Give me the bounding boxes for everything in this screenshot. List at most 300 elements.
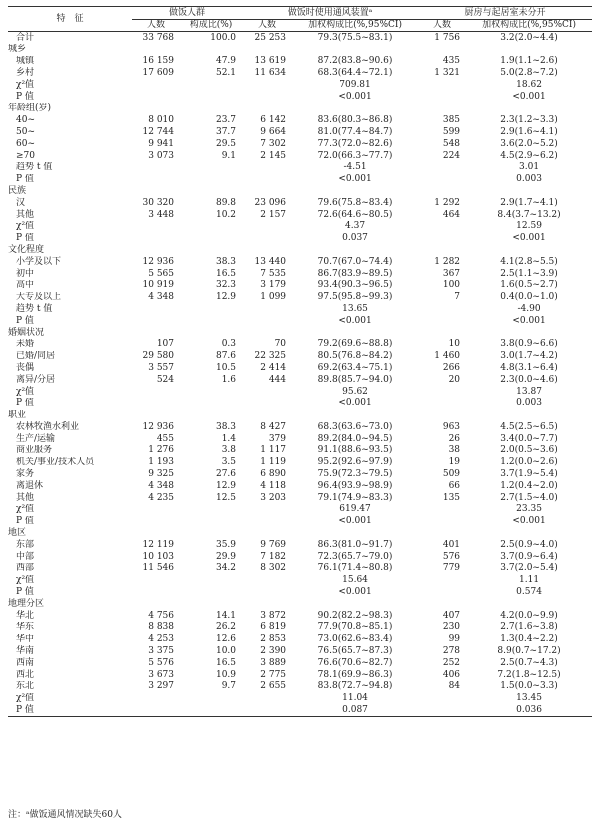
cell-vent-count: 4 118 (260, 480, 287, 491)
cell-vent-count (242, 693, 292, 705)
category-row (8, 527, 592, 539)
cell-cooks-percent: 37.7 (215, 126, 237, 137)
cell-vent-weighted: <0.001 (338, 174, 372, 185)
cell-kitchen-weighted: 0.036 (466, 704, 592, 716)
cell-kitchen-weighted: <0.001 (512, 233, 546, 244)
category-row (8, 244, 592, 256)
cell-kitchen-count (418, 504, 466, 516)
cell-kitchen-count: 224 (442, 150, 461, 161)
stat-row (8, 221, 592, 233)
cell-kitchen-weighted: 1.9(1.1~2.6) (500, 56, 558, 67)
cell-cooks-percent (180, 79, 242, 91)
stat-row (8, 233, 592, 245)
row-label: 丧偶 (16, 362, 35, 373)
cell-cooks-count (132, 162, 180, 174)
cell-vent-count (242, 162, 292, 174)
header-count: 人数 (242, 20, 292, 32)
cell-vent-count: 13 440 (254, 256, 287, 267)
cell-vent-count: 9 769 (260, 539, 287, 550)
row-label: P 值 (16, 516, 34, 527)
cell-vent-count: 23 096 (254, 197, 287, 208)
cell-vent-count: 3 889 (260, 657, 287, 668)
table-row (8, 374, 592, 386)
cell-vent-count (242, 244, 292, 256)
cell-kitchen-count: 38 (448, 445, 461, 456)
stat-row (8, 575, 592, 587)
cell-kitchen-weighted (466, 44, 592, 56)
cell-vent-count: 7 302 (260, 138, 287, 149)
cell-cooks-percent (180, 221, 242, 233)
cell-kitchen-weighted: 0.003 (516, 398, 542, 409)
cell-cooks-percent: 34.2 (215, 563, 237, 574)
header-weighted: 加权构成比(%,95%CI) (466, 20, 592, 32)
cell-kitchen-count: 20 (448, 374, 461, 385)
row-label: 城乡 (8, 44, 27, 55)
cell-kitchen-count (418, 185, 466, 197)
cell-kitchen-weighted: 2.9(1.6~4.1) (500, 126, 558, 137)
cell-kitchen-count (418, 244, 466, 256)
cell-cooks-percent (180, 598, 242, 610)
header-group-cooks: 做饭人群 (132, 7, 242, 20)
cell-kitchen-count (418, 303, 466, 315)
stat-row (8, 586, 592, 598)
cell-vent-count (242, 527, 292, 539)
table-row (8, 115, 592, 127)
cell-vent-weighted: 13.65 (342, 303, 368, 314)
cell-cooks-percent: 47.9 (215, 56, 237, 67)
category-row (8, 185, 592, 197)
cell-cooks-percent: 1.4 (221, 433, 237, 444)
cell-cooks-count: 16 159 (142, 56, 174, 67)
cell-vent-weighted: 95.2(92.6~97.9) (317, 457, 393, 468)
cell-cooks-count (132, 586, 180, 598)
cell-cooks-percent (180, 44, 242, 56)
table-row (8, 32, 592, 44)
cell-kitchen-weighted: 13.45 (516, 693, 542, 704)
category-row (8, 103, 592, 115)
cell-cooks-count: 11 546 (142, 563, 174, 574)
cell-vent-count (242, 598, 292, 610)
cell-cooks-count (132, 575, 180, 587)
cell-kitchen-count: 509 (442, 469, 461, 480)
row-label: P 值 (16, 91, 34, 102)
cell-cooks-percent (180, 185, 242, 197)
table-row (8, 126, 592, 138)
cell-cooks-count: 10 919 (142, 280, 174, 291)
cell-kitchen-weighted: 3.7(2.0~5.4) (500, 563, 558, 574)
header-group-kitchen: 厨房与起居室未分开 (418, 7, 592, 20)
cell-vent-weighted (292, 103, 418, 115)
cell-kitchen-count (418, 704, 466, 716)
cell-vent-weighted: 80.5(76.8~84.2) (317, 351, 393, 362)
row-label: χ²值 (16, 386, 35, 397)
cell-vent-count: 13 619 (254, 56, 287, 67)
cell-cooks-percent (180, 575, 242, 587)
cell-kitchen-weighted: 2.7(1.6~3.8) (500, 622, 558, 633)
cell-cooks-count: 3 673 (148, 669, 174, 680)
cell-vent-count: 70 (274, 339, 287, 350)
cell-cooks-count: 4 253 (148, 634, 174, 645)
cell-vent-weighted: 72.3(65.7~79.0) (317, 551, 393, 562)
cell-vent-weighted: 0.037 (342, 233, 368, 244)
cell-vent-count: 2 775 (260, 669, 287, 680)
cell-kitchen-weighted: 4.2(0.0~9.9) (500, 610, 558, 621)
cell-vent-weighted: 81.0(77.4~84.7) (317, 126, 393, 137)
cell-kitchen-weighted: 7.2(1.8~12.5) (497, 669, 561, 680)
table-row (8, 480, 592, 492)
cell-kitchen-count: 406 (442, 669, 461, 680)
cell-vent-count: 2 414 (260, 362, 287, 373)
cell-cooks-percent (180, 244, 242, 256)
cell-kitchen-count: 19 (448, 457, 461, 468)
stat-row (8, 174, 592, 186)
cell-vent-count (242, 386, 292, 398)
cell-cooks-percent (180, 398, 242, 410)
cell-cooks-percent: 14.1 (215, 610, 237, 621)
cell-vent-weighted: <0.001 (338, 587, 372, 598)
cell-kitchen-count: 779 (442, 563, 461, 574)
table-footnote: 注：ᵃ做饭通风情况缺失60人 (8, 810, 122, 820)
row-label: 婚姻状况 (8, 327, 45, 338)
cell-vent-weighted: <0.001 (338, 516, 372, 527)
cell-kitchen-weighted: 1.2(0.4~2.0) (500, 480, 558, 491)
cell-vent-weighted: 72.6(64.6~80.5) (317, 209, 393, 220)
row-label: P 值 (16, 233, 34, 244)
cell-vent-weighted: 68.3(64.4~72.1) (317, 67, 393, 78)
cell-kitchen-weighted: 4.5(2.5~6.5) (500, 421, 558, 432)
cell-cooks-count: 524 (156, 374, 174, 385)
cell-cooks-percent: 12.6 (215, 634, 237, 645)
cell-kitchen-count: 100 (442, 280, 461, 291)
stat-row (8, 386, 592, 398)
table-row (8, 209, 592, 221)
cell-cooks-percent (180, 327, 242, 339)
row-label: 其他 (16, 492, 35, 503)
table-row (8, 339, 592, 351)
cell-vent-count: 2 655 (260, 681, 287, 692)
cell-cooks-count (132, 244, 180, 256)
cell-kitchen-weighted: 12.59 (516, 221, 542, 232)
table-row (8, 292, 592, 304)
cell-cooks-percent (180, 516, 242, 528)
cell-cooks-count (132, 103, 180, 115)
cell-cooks-count: 5 576 (148, 657, 174, 668)
cell-vent-weighted: <0.001 (338, 398, 372, 409)
cell-kitchen-weighted: 1.5(0.0~3.3) (500, 681, 558, 692)
row-label: χ²值 (16, 504, 35, 515)
stat-row (8, 303, 592, 315)
cell-vent-weighted: 11.04 (342, 693, 368, 704)
table-row (8, 150, 592, 162)
cell-cooks-percent (180, 504, 242, 516)
cell-vent-weighted: 709.81 (339, 79, 371, 90)
cell-cooks-count (132, 44, 180, 56)
cell-cooks-count (132, 410, 180, 422)
row-label: 商业服务 (16, 445, 53, 456)
cell-cooks-percent (180, 315, 242, 327)
cell-vent-weighted: 78.1(69.9~86.3) (317, 669, 393, 680)
table-row (8, 138, 592, 150)
cell-cooks-percent: 38.3 (215, 421, 237, 432)
header-group-ventilation: 做饭时使用通风装置ᵃ (242, 7, 418, 20)
row-label: 农林牧渔水利业 (16, 421, 80, 432)
cell-vent-weighted: 79.6(75.8~83.4) (317, 197, 393, 208)
row-label: χ²值 (16, 693, 35, 704)
cell-cooks-percent (180, 303, 242, 315)
cell-cooks-percent: 29.9 (215, 551, 237, 562)
cell-kitchen-weighted: 0.003 (516, 174, 542, 185)
cell-vent-weighted: 77.9(70.8~85.1) (317, 622, 393, 633)
table-row (8, 268, 592, 280)
cell-cooks-percent: 10.2 (215, 209, 237, 220)
cell-kitchen-count (418, 91, 466, 103)
cell-vent-count (242, 704, 292, 716)
cell-vent-count (242, 91, 292, 103)
row-label: 华北 (16, 610, 35, 621)
cell-kitchen-weighted (466, 410, 592, 422)
cell-vent-count: 379 (268, 433, 287, 444)
stat-row (8, 516, 592, 528)
row-label: 民族 (8, 185, 27, 196)
cell-vent-count (242, 44, 292, 56)
cell-kitchen-count (418, 162, 466, 174)
cell-kitchen-weighted: 1.2(0.0~2.6) (500, 457, 558, 468)
cell-kitchen-weighted: 8.9(0.7~17.2) (497, 646, 561, 657)
cell-vent-count: 8 302 (260, 563, 287, 574)
cell-cooks-percent: 23.7 (215, 115, 237, 126)
cell-kitchen-weighted: 3.4(0.0~7.7) (500, 433, 558, 444)
cell-cooks-count: 29 580 (142, 351, 174, 362)
cell-kitchen-weighted: 1.11 (519, 575, 540, 586)
cell-kitchen-weighted: 2.3(0.0~4.6) (500, 374, 558, 385)
cell-kitchen-weighted: 4.5(2.9~6.2) (500, 150, 558, 161)
row-label: 地区 (8, 528, 27, 539)
cell-cooks-count: 107 (156, 339, 174, 350)
cell-kitchen-count: 576 (442, 551, 461, 562)
cell-vent-count: 6 142 (260, 115, 287, 126)
cell-kitchen-count: 278 (442, 646, 461, 657)
row-label: 已婚/同居 (16, 351, 56, 362)
cell-kitchen-weighted: 4.8(3.1~6.4) (500, 362, 558, 373)
table-row (8, 681, 592, 693)
cell-cooks-percent (180, 233, 242, 245)
row-label: 离异/分居 (16, 374, 56, 385)
cell-kitchen-weighted: 23.35 (516, 504, 542, 515)
row-label: χ²值 (16, 79, 35, 90)
cell-kitchen-count: 66 (448, 480, 461, 491)
row-label: 其他 (16, 209, 35, 220)
cell-kitchen-count (418, 221, 466, 233)
table-row (8, 256, 592, 268)
row-label: 50~ (16, 126, 35, 137)
cell-kitchen-weighted: 3.8(0.9~6.6) (500, 339, 558, 350)
table-body (8, 32, 592, 717)
cell-kitchen-count: 1 292 (434, 197, 461, 208)
cell-vent-count: 3 203 (260, 492, 287, 503)
row-label: P 值 (8, 704, 132, 716)
cell-vent-weighted: 75.9(72.3~79.5) (317, 469, 393, 480)
cell-vent-count: 2 157 (260, 209, 287, 220)
cell-cooks-count: 12 936 (142, 256, 174, 267)
row-label: 城镇 (16, 56, 35, 67)
cell-cooks-count: 30 320 (142, 197, 174, 208)
cell-vent-count: 9 664 (260, 126, 287, 137)
cell-kitchen-weighted: 3.01 (519, 162, 540, 173)
cell-vent-weighted: 87.2(83.8~90.6) (317, 56, 393, 67)
cell-kitchen-count (418, 79, 466, 91)
cell-kitchen-weighted: 3.7(0.9~6.4) (500, 551, 558, 562)
cell-vent-weighted: 95.62 (342, 386, 368, 397)
cell-vent-weighted: 79.2(69.6~88.8) (317, 339, 393, 350)
cell-cooks-count: 1 276 (148, 445, 174, 456)
header-count: 人数 (132, 20, 180, 32)
cell-vent-weighted: <0.001 (338, 91, 372, 102)
table-row (8, 563, 592, 575)
cell-cooks-count: 4 235 (148, 492, 174, 503)
cell-kitchen-count (418, 174, 466, 186)
cell-vent-weighted: 0.087 (292, 704, 418, 716)
cell-kitchen-count: 7 (454, 292, 461, 303)
cell-kitchen-weighted: 3.6(2.0~5.2) (500, 138, 558, 149)
cell-cooks-percent: 32.3 (215, 280, 237, 291)
cell-vent-count: 25 253 (254, 32, 287, 43)
row-label: P 值 (16, 587, 34, 598)
cell-kitchen-weighted (466, 527, 592, 539)
cell-vent-weighted: 97.5(95.8~99.3) (317, 292, 393, 303)
cell-kitchen-count (418, 586, 466, 598)
cell-kitchen-count: 599 (442, 126, 461, 137)
cell-cooks-count: 3 297 (148, 681, 174, 692)
cell-kitchen-weighted: 13.87 (516, 386, 542, 397)
cell-kitchen-count (418, 386, 466, 398)
header-percent: 构成比(%) (180, 20, 242, 32)
cell-kitchen-weighted: 4.1(2.8~5.5) (500, 256, 558, 267)
cell-cooks-count: 12 936 (142, 421, 174, 432)
cell-cooks-count: 3 448 (148, 209, 174, 220)
cell-vent-weighted: 76.1(71.4~80.8) (317, 563, 393, 574)
cell-vent-weighted: 86.3(81.0~91.7) (317, 539, 393, 550)
cell-kitchen-count: 1 321 (434, 67, 461, 78)
row-label: 汉 (16, 197, 26, 208)
cell-vent-weighted: 72.0(66.3~77.7) (317, 150, 393, 161)
cell-vent-weighted (292, 410, 418, 422)
cell-vent-weighted (292, 527, 418, 539)
cell-cooks-count: 9 941 (148, 138, 174, 149)
category-row (8, 327, 592, 339)
cell-kitchen-weighted: <0.001 (512, 516, 546, 527)
cell-vent-count (242, 586, 292, 598)
cell-cooks-percent (180, 174, 242, 186)
cell-kitchen-weighted: 2.5(0.9~4.0) (500, 539, 558, 550)
table-row (8, 280, 592, 292)
cell-kitchen-count: 435 (442, 56, 461, 67)
table-row (8, 657, 592, 669)
row-label: 合计 (16, 32, 35, 43)
cell-kitchen-weighted: 2.3(1.2~3.3) (500, 115, 558, 126)
cell-kitchen-weighted (466, 244, 592, 256)
cell-cooks-percent (180, 162, 242, 174)
cell-vent-weighted (292, 185, 418, 197)
cell-cooks-percent: 12.5 (215, 492, 237, 503)
cell-cooks-count (132, 79, 180, 91)
cell-kitchen-weighted: 1.3(0.4~2.2) (500, 634, 558, 645)
cell-kitchen-count: 464 (442, 209, 461, 220)
cell-kitchen-count (418, 693, 466, 705)
cell-vent-weighted: 79.1(74.9~83.3) (317, 492, 393, 503)
header-weighted: 加权构成比(%,95%CI) (292, 20, 418, 32)
cell-kitchen-weighted: 2.9(1.7~4.1) (500, 197, 558, 208)
row-label: 华中 (16, 634, 35, 645)
cell-kitchen-count: 230 (442, 622, 461, 633)
table-row (8, 622, 592, 634)
cell-cooks-count: 3 073 (148, 150, 174, 161)
cell-kitchen-count: 266 (442, 362, 461, 373)
cell-kitchen-weighted: 1.6(0.5~2.7) (500, 280, 558, 291)
row-label: 东北 (16, 681, 35, 692)
cell-cooks-count (132, 386, 180, 398)
cell-cooks-percent: 3.8 (221, 445, 237, 456)
row-label: 年龄组(岁) (8, 103, 52, 114)
cell-kitchen-weighted: 8.4(3.7~13.2) (497, 209, 561, 220)
cell-cooks-percent: 38.3 (215, 256, 237, 267)
cell-kitchen-weighted: <0.001 (512, 315, 546, 326)
row-label: P 值 (16, 315, 34, 326)
cell-cooks-percent (180, 586, 242, 598)
cell-kitchen-count: 385 (442, 115, 461, 126)
cell-kitchen-weighted: 3.7(1.9~5.4) (500, 469, 558, 480)
cell-cooks-count: 3 375 (148, 646, 174, 657)
cell-kitchen-count: 401 (442, 539, 461, 550)
row-label: 文化程度 (8, 244, 45, 255)
cell-vent-count: 1 119 (260, 457, 287, 468)
cell-vent-count: 2 390 (260, 646, 287, 657)
cell-vent-weighted: 91.1(88.6~93.5) (317, 445, 393, 456)
cell-cooks-count: 9 325 (148, 469, 174, 480)
cell-kitchen-count: 26 (448, 433, 461, 444)
cell-cooks-percent: 10.9 (215, 669, 237, 680)
cell-vent-count: 444 (268, 374, 287, 385)
cell-vent-count: 3 179 (260, 280, 287, 291)
header-count: 人数 (418, 20, 466, 32)
cell-kitchen-weighted: 2.5(1.1~3.9) (500, 268, 558, 279)
cell-kitchen-count: 1 460 (434, 351, 461, 362)
cell-cooks-percent (180, 704, 242, 716)
cell-cooks-percent: 16.5 (215, 657, 237, 668)
cell-vent-count: 2 853 (260, 634, 287, 645)
cell-cooks-percent (180, 103, 242, 115)
stat-row (8, 398, 592, 410)
cell-vent-weighted (292, 44, 418, 56)
cell-vent-weighted: <0.001 (338, 315, 372, 326)
cell-cooks-count (132, 398, 180, 410)
cell-vent-count (242, 575, 292, 587)
cell-kitchen-count: 84 (448, 681, 461, 692)
cell-cooks-percent: 89.8 (215, 197, 237, 208)
cell-cooks-count: 4 756 (148, 610, 174, 621)
row-label: χ²值 (16, 575, 35, 586)
row-label: 机关/事业/技术人员 (16, 457, 95, 468)
row-label: 西南 (16, 657, 35, 668)
row-label: 离退休 (16, 480, 44, 491)
row-label: P 值 (16, 398, 34, 409)
table-row (8, 351, 592, 363)
cell-cooks-count (132, 704, 180, 716)
cell-vent-weighted: 70.7(67.0~74.4) (317, 256, 393, 267)
row-label: ≥70 (16, 150, 35, 161)
cell-vent-count: 7 535 (260, 268, 287, 279)
cell-vent-count (242, 327, 292, 339)
cell-vent-count: 22 325 (254, 351, 287, 362)
